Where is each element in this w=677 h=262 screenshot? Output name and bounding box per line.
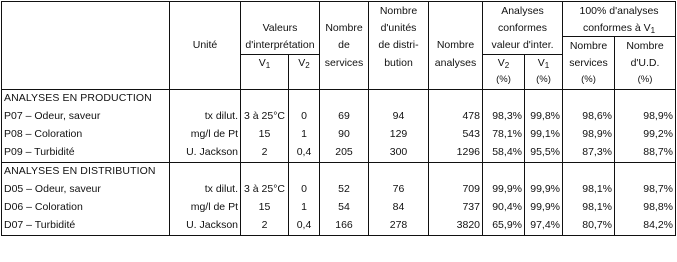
header-analyses-conformes-1: Analyses — [483, 2, 563, 20]
header-row-2 — [2, 19, 676, 37]
header-nombre-unites-4: bution — [369, 54, 429, 72]
header-pct-ac-v1: (%) — [525, 72, 563, 90]
header-nombre-services-1: Nombre — [320, 19, 369, 37]
section-title-distribution: ANALYSES EN DISTRIBUTION — [2, 162, 676, 181]
header-analyses-conformes-3: valeur d'inter. — [483, 37, 563, 55]
header-row-4 — [2, 54, 676, 72]
header-row-3 — [2, 37, 676, 55]
header-pct-ac-v2: (%) — [483, 72, 525, 90]
header-analyses-conformes-2: conformes — [483, 19, 563, 37]
header-row-1 — [2, 2, 676, 20]
section-title-production: ANALYSES EN PRODUCTION — [2, 89, 676, 108]
header-nombre-unites-2: d'unités — [369, 19, 429, 37]
header-ac-v2: $V_2$ — [483, 54, 525, 72]
header-pct-ud: (%) — [615, 72, 676, 90]
header-valeurs-2: d'interprétation — [241, 37, 320, 55]
table-row: P08 – Coloration mg/l de Pt 15 1 90 129 543 78,1% 99,1% 98,9% 99,2% — [2, 126, 676, 144]
header-pct-services: (%) — [563, 72, 615, 90]
header-nombre-analyses-1: Nombre — [429, 37, 483, 55]
header-cent-services-2: services — [563, 54, 615, 72]
table-row: D06 – Coloration mg/l de Pt 15 1 54 84 737 90,4% 99,9% 98,1% 98,8% — [2, 199, 676, 217]
header-v1: $V_1$ — [241, 54, 289, 72]
header-nombre-analyses-2: analyses — [429, 54, 483, 72]
header-cent-ud-1: Nombre — [615, 37, 676, 55]
water-quality-table — [1, 1, 676, 236]
header-nombre-services-3: services — [320, 54, 369, 72]
header-ac-v1: $V_1$ — [525, 54, 563, 72]
header-cent-services-1: Nombre — [563, 37, 615, 55]
header-unite: Unité — [170, 37, 241, 55]
table-row: D05 – Odeur, saveur tx dilut. 3 à 25°C 0 52 76 709 99,9% 99,9% 98,1% 98,7% — [2, 181, 676, 199]
header-cent-ud-2: d'U.D. — [615, 54, 676, 72]
header-row-5 — [2, 72, 676, 90]
header-valeurs-1: Valeurs — [241, 19, 320, 37]
table-row: P09 – Turbidité U. Jackson 2 0,4 205 300 1296 58,4% 95,5% 87,3% 88,7% — [2, 144, 676, 163]
header-v2: $V_2$ — [289, 54, 320, 72]
header-nombre-services-2: de — [320, 37, 369, 55]
table-row: D07 – Turbidité U. Jackson 2 0,4 166 278 3820 65,9% 97,4% 80,7% 84,2% — [2, 217, 676, 236]
header-nombre-unites-1: Nombre — [369, 2, 429, 20]
header-cent-1: 100% d'analyses — [563, 2, 676, 20]
table-row: P07 – Odeur, saveur tx dilut. 3 à 25°C 0 69 94 478 98,3% 99,8% 98,6% 98,9% — [2, 108, 676, 126]
header-cent-2: conformes à $V_1$ — [563, 19, 676, 37]
header-nombre-unites-3: de distri- — [369, 37, 429, 55]
